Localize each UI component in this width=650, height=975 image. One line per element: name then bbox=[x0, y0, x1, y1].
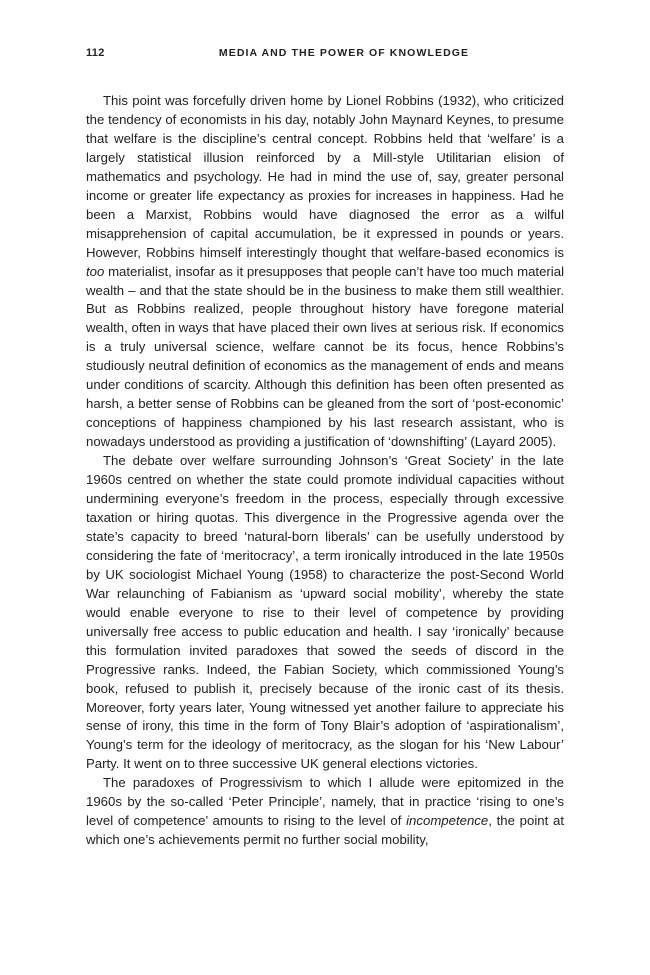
running-head: MEDIA AND THE POWER OF KNOWLEDGE bbox=[218, 47, 470, 59]
page-header bbox=[86, 47, 564, 63]
paragraph-text: , the point at which one’s achievements permit no further social mobility, bbox=[86, 813, 564, 848]
paragraph-text: The paradoxes of Progressivism to which I allude were epitomized in the 1960s by the so-called ‘Peter Principle’, namely, that in practice ‘rising to one’s level of competence’ amounts to rising to the level of bbox=[86, 775, 564, 829]
page-number: 112 bbox=[86, 47, 105, 59]
emphasis-text: incompetence bbox=[406, 813, 489, 829]
emphasis-text: too bbox=[86, 263, 105, 279]
paragraph-text: materialist, insofar as it presupposes that people can’t have too much material wealth – and that the state should be in the business to make them still wealthier. But as Robbins realized, people throughout history have foregone material wealth, often in ways that have placed their own lives at serious risk. If economics is a truly universal science, welfare cannot be its focus, hence Robbins’s studiously neutral definition of economics as the management of ends and means under conditions of scarcity. Although this definition has been often presented as harsh, a better sense of Robbins can be gleaned from the sort of ‘post-economic’ conceptions of happiness championed by his last research assistant, who is nowadays understood as providing a justification of ‘downshifting’ (Layard 2005). bbox=[86, 263, 564, 450]
paragraph-peter-principle bbox=[86, 774, 564, 850]
body-text bbox=[86, 92, 564, 850]
paragraph-robbins bbox=[86, 92, 564, 452]
paragraph-great-society bbox=[86, 452, 564, 774]
paragraph-text: This point was forcefully driven home by Lionel Robbins (1932), who criticized the tendency of economists in his day, notably John Maynard Keynes, to presume that welfare is the discipline’s central concept. Robbins held that ‘welfare’ is a largely statistical illusion reinforced by a Mill-style Utilitarian elision of mathematics and psychology. He had in mind the use of, say, greater personal income or greater life expectancy as proxies for increases in happiness. Had he been a Marxist, Robbins would have diagnosed the error as a wilful misapprehension of capital accumulation, be it expressed in pounds or years. However, Robbins himself interestingly thought that welfare-based economics is bbox=[86, 93, 564, 260]
paragraph-text: The debate over welfare surrounding Johnson’s ‘Great Society’ in the late 1960s centred on whether the state could promote individual capacities without undermining everyone’s freedom in the process, especially through excessive taxation or hiring quotas. This divergence in the Progressive agenda over the state’s capacity to breed ‘natural-born liberals’ can be usefully understood by considering the fate of ‘meritocracy’, a term ironically introduced in the late 1950s by UK sociologist Michael Young (1958) to characterize the post-Second World War relaunching of Fabianism as ‘upward social mobility’, whereby the state would enable everyone to rise to their level of competence by providing universally free access to public education and health. I say ‘ironically’ because this formulation invited paradoxes that sowed the seeds of discord in the Progressive ranks. Indeed, the Fabian Society, which commissioned Young’s book, refused to publish it, precisely because of the ironic cast of its thesis. Moreover, forty years later, Young witnessed yet another failure to appreciate his sense of irony, this time in the form of Tony Blair’s adoption of ‘aspirationalism’, Young’s term for the ideology of meritocracy, as the slogan for his ‘New Labour’ Party. It went on to three successive UK general elections victories. bbox=[86, 453, 564, 772]
